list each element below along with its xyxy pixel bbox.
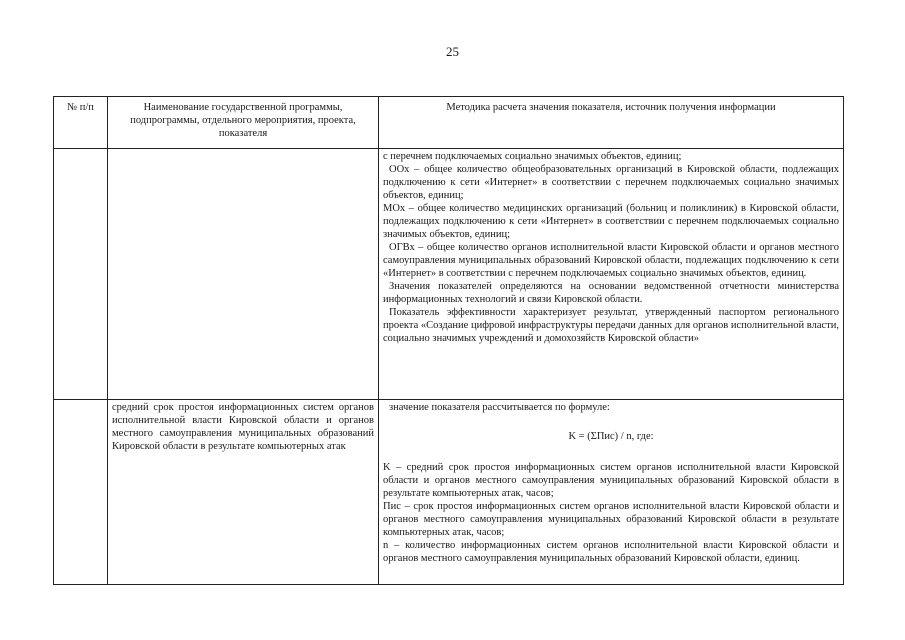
cell-name bbox=[108, 149, 379, 400]
table-header-row bbox=[54, 97, 844, 149]
cell-method bbox=[379, 149, 844, 400]
method-paragraph: n – количество информационных систем органов исполнительной власти Кировской области и органов местного самоуправления муниципальных образований Кировской области, единиц. bbox=[383, 540, 839, 564]
table-row bbox=[54, 400, 844, 585]
method-paragraph: ОГВх – общее количество органов исполнительной власти Кировской области и органов местного самоуправления муниципальных образований Кировской области, подлежащих подключению к сети «Интернет» в соответствии с перечнем подключаемых социально значимых объектов, единиц. bbox=[383, 242, 839, 279]
cell-name: средний срок простоя информационных систем органов исполнительной власти Кировской области и органов местного самоуправления муниципальных образований Кировской области в результате компьютерных атак bbox=[108, 400, 379, 585]
header-name: Наименование государственной программы, подпрограммы, отдельного мероприятия, проекта, показателя bbox=[108, 97, 379, 149]
method-paragraph: Показатель эффективности характеризует результат, утвержденный паспортом регионального проекта «Создание цифровой инфраструктуры передачи данных для органов исполнительной власти, социально значимых учреждений и домохозяйств Кировской области» bbox=[383, 307, 839, 344]
indicator-table bbox=[53, 96, 844, 585]
header-number: № п/п bbox=[54, 97, 108, 149]
method-paragraph: K – средний срок простоя информационных систем органов исполнительной власти Кировской области и органов местного самоуправления муниципальных образований Кировской области в результате компьютерных атак, часов; bbox=[383, 462, 839, 499]
method-paragraph: Пис – срок простоя информационных систем органов исполнительной власти Кировской области и органов местного самоуправления муниципальных образований Кировской области в результате компьютерных атак, часов; bbox=[383, 501, 839, 538]
method-paragraph: с перечнем подключаемых социально значимых объектов, единиц; bbox=[383, 151, 682, 162]
method-paragraph: Значения показателей определяются на основании ведомственной отчетности министерства информационных технологий и связи Кировской области. bbox=[383, 281, 839, 305]
cell-method bbox=[379, 400, 844, 585]
page-number: 25 bbox=[446, 44, 459, 59]
method-paragraph: МОх – общее количество медицинских организаций (больниц и поликлиник) в Кировской области, подлежащих подключению к сети «Интернет» в соответствии с перечнем подключаемых социально значимых объектов, единиц; bbox=[383, 203, 839, 240]
cell-number bbox=[54, 400, 108, 585]
method-intro: значение показателя рассчитывается по формуле: bbox=[389, 402, 610, 413]
method-paragraph: ООх – общее количество общеобразовательных организаций в Кировской области, подлежащих подключению к сети «Интернет» в соответствии с перечнем подключаемых социально значимых объектов, единиц; bbox=[383, 164, 839, 201]
table-row bbox=[54, 149, 844, 400]
formula: K = (ΣПис) / n, где: bbox=[568, 431, 654, 442]
cell-number bbox=[54, 149, 108, 400]
header-method: Методика расчета значения показателя, источник получения информации bbox=[379, 97, 844, 149]
